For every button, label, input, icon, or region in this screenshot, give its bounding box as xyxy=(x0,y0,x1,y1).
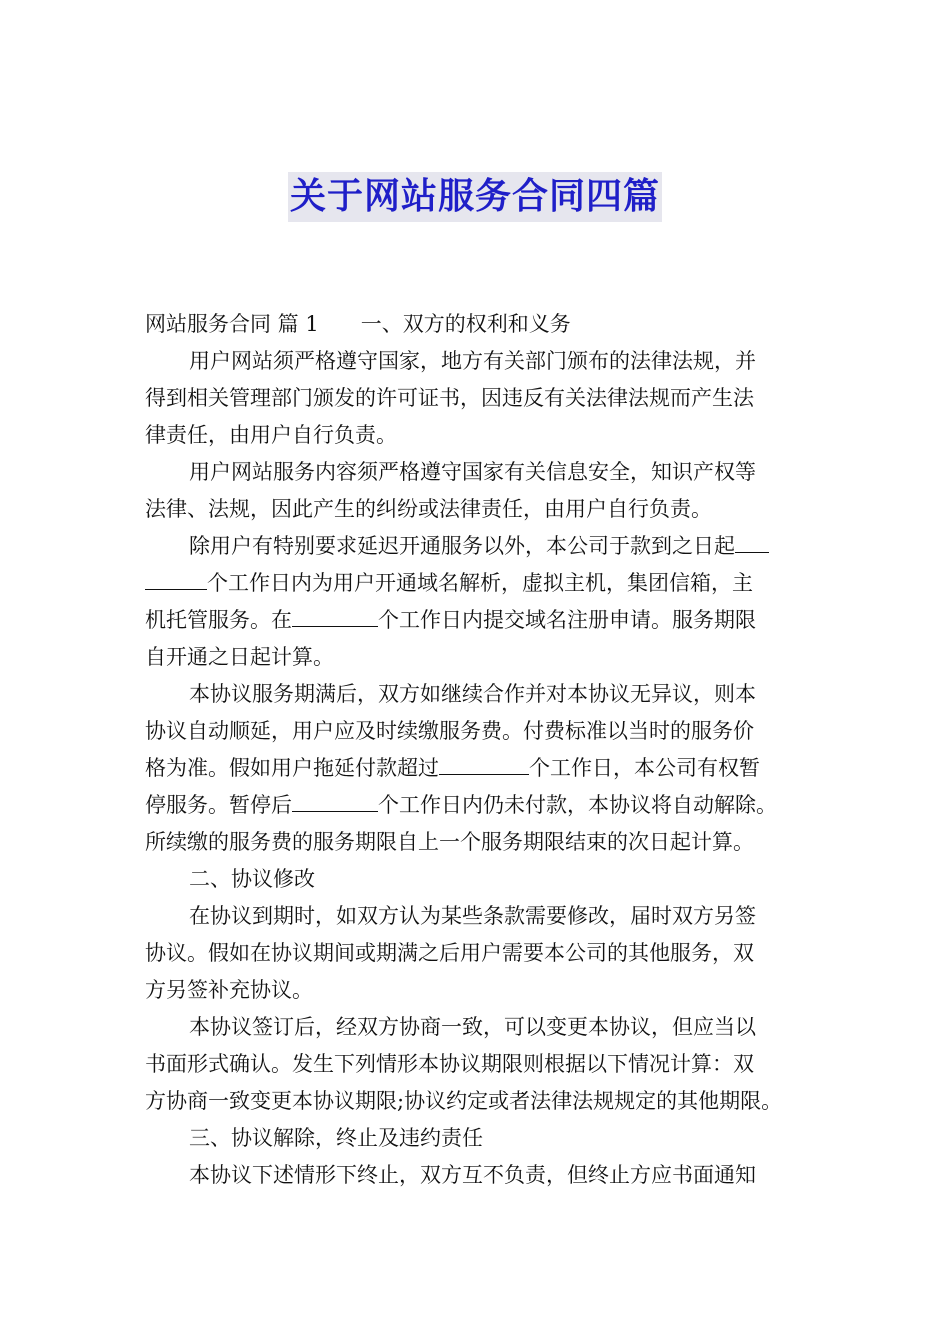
paragraph-line xyxy=(145,454,809,491)
text-span: 方另签补充协议。 xyxy=(145,978,313,1002)
text-span: 律责任，由用户自行负责。 xyxy=(145,423,397,447)
text-span: 二、协议修改 xyxy=(189,867,315,891)
text-span: 书面形式确认。发生下列情形本协议期限则根据以下情况计算：双 xyxy=(145,1052,754,1076)
text-span: 本协议下述情形下终止，双方互不负责，但终止方应书面通知 xyxy=(189,1163,756,1187)
fill-in-blank[interactable] xyxy=(735,530,769,553)
text-span: 个工作日内提交域名注册申请。服务期限 xyxy=(378,608,756,632)
text-span: 个工作日内为用户开通域名解析，虚拟主机，集团信箱，主 xyxy=(207,571,753,595)
paragraph-line xyxy=(145,824,809,861)
text-span: 本协议服务期满后，双方如继续合作并对本协议无异议，则本 xyxy=(189,682,756,706)
document-title: 关于网站服务合同四篇 xyxy=(288,172,662,222)
text-span: 三、协议解除，终止及违约责任 xyxy=(189,1126,483,1150)
section-1-title: 一、双方的权利和义务 xyxy=(360,312,571,336)
text-span: 除用户有特别要求延迟开通服务以外，本公司于款到之日起 xyxy=(189,534,735,558)
paragraph-line xyxy=(145,787,809,824)
paragraph-line xyxy=(145,676,809,713)
text-span: 格为准。假如用户拖延付款超过 xyxy=(145,756,439,780)
text-span: 用户网站须严格遵守国家，地方有关部门颁布的法律法规，并 xyxy=(189,349,756,373)
fill-in-blank[interactable] xyxy=(292,789,378,812)
paragraph-line xyxy=(145,491,809,528)
paragraph-line xyxy=(145,1083,809,1120)
section-3-title xyxy=(145,1120,809,1157)
paragraph-line xyxy=(145,713,809,750)
text-span: 所续缴的服务费的服务期限自上一个服务期限结束的次日起计算。 xyxy=(145,830,754,854)
paragraph-line xyxy=(145,565,809,602)
article-heading: 网站服务合同 篇 1 xyxy=(145,312,319,336)
title-container xyxy=(0,172,950,222)
text-span: 方协商一致变更本协议期限;协议约定或者法律法规规定的其他期限。 xyxy=(145,1089,783,1113)
text-span: 个工作日，本公司有权暂 xyxy=(529,756,760,780)
document-body xyxy=(145,306,809,1194)
paragraph-line xyxy=(145,639,809,676)
text-span: 得到相关管理部门颁发的许可证书，因违反有关法律法规而产生法 xyxy=(145,386,754,410)
text-span: 协议。假如在协议期间或期满之后用户需要本公司的其他服务，双 xyxy=(145,941,754,965)
paragraph-line xyxy=(145,417,809,454)
text-span: 自开通之日起计算。 xyxy=(145,645,334,669)
text-span: 机托管服务。在 xyxy=(145,608,292,632)
fill-in-blank[interactable] xyxy=(292,604,378,627)
text-span: 停服务。暂停后 xyxy=(145,793,292,817)
text-span: 法律、法规，因此产生的纠纷或法律责任，由用户自行负责。 xyxy=(145,497,712,521)
paragraph-line xyxy=(145,380,809,417)
paragraph-line xyxy=(145,1009,809,1046)
paragraph-line xyxy=(145,898,809,935)
text-span: 用户网站服务内容须严格遵守国家有关信息安全，知识产权等 xyxy=(189,460,756,484)
text-span: 本协议签订后，经双方协商一致，可以变更本协议，但应当以 xyxy=(189,1015,756,1039)
fill-in-blank[interactable] xyxy=(439,752,529,775)
heading-line xyxy=(145,306,809,343)
paragraph-line xyxy=(145,750,809,787)
paragraph-line xyxy=(145,528,809,565)
paragraph-line xyxy=(145,1046,809,1083)
fill-in-blank[interactable] xyxy=(145,567,207,590)
text-span: 在协议到期时，如双方认为某些条款需要修改，届时双方另签 xyxy=(189,904,756,928)
paragraph-line xyxy=(145,343,809,380)
text-span: 个工作日内仍未付款，本协议将自动解除。 xyxy=(378,793,777,817)
paragraph-line xyxy=(145,602,809,639)
paragraph-line xyxy=(145,972,809,1009)
section-2-title xyxy=(145,861,809,898)
text-span: 协议自动顺延，用户应及时续缴服务费。付费标准以当时的服务价 xyxy=(145,719,754,743)
paragraph-line xyxy=(145,1157,809,1194)
paragraph-line xyxy=(145,935,809,972)
